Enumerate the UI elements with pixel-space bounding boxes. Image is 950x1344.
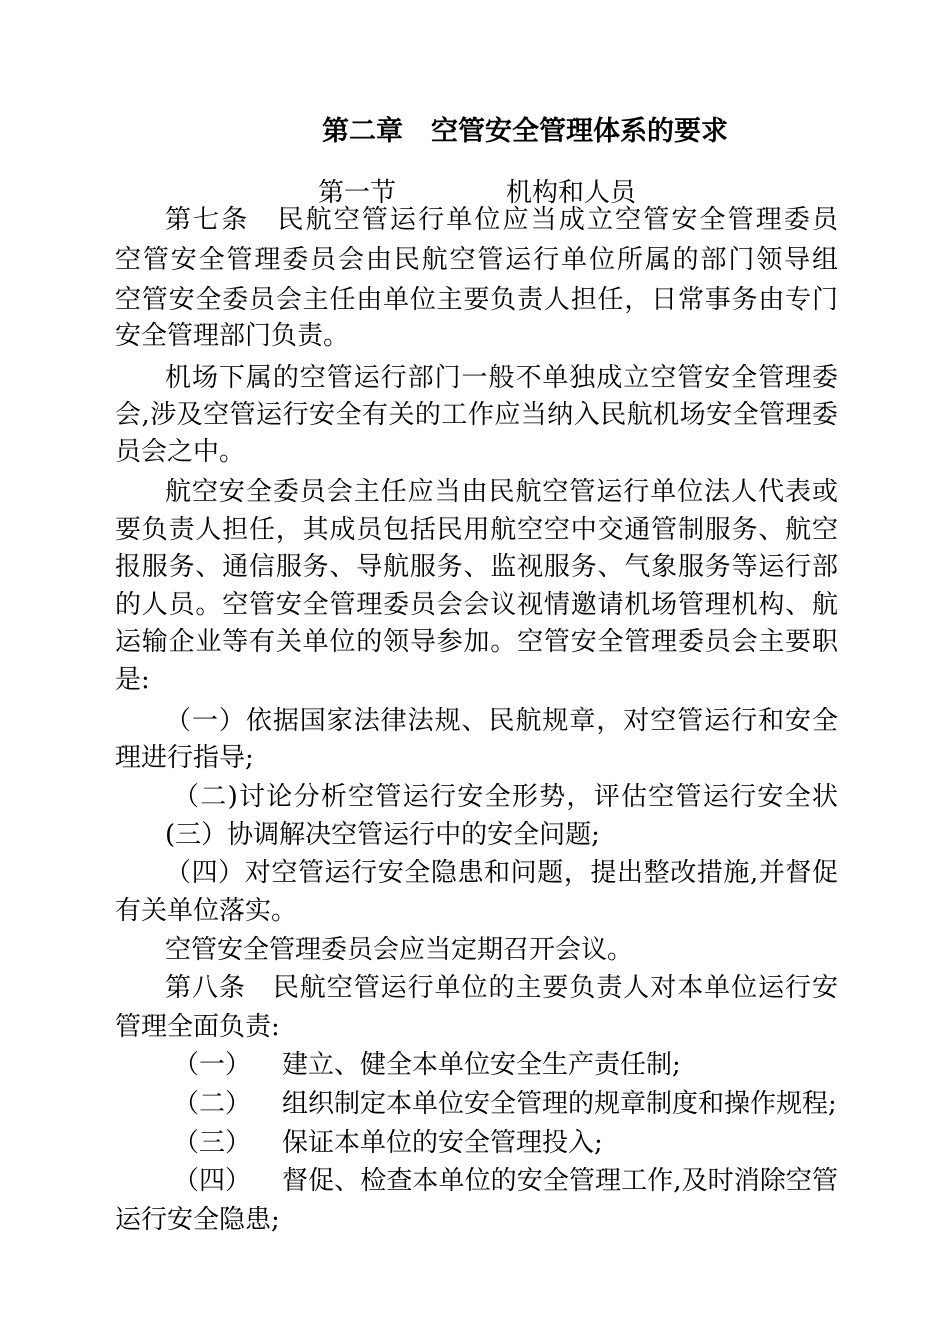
duty-text: 组织制定本单位安全管理的规章制度和操作规程;: [282, 1089, 837, 1119]
paragraph-line: 机场下属的空管运行部门一般不单独成立空管安全管理委: [165, 363, 838, 393]
paragraph-line: 运行安全隐患;: [115, 1205, 280, 1235]
paragraph-line: 报服务、通信服务、导航服务、监视服务、气象服务等运行部: [115, 552, 838, 582]
paragraph-line: 管理全面负责:: [115, 1012, 280, 1042]
paragraph-line: 航空安全委员会主任应当由民航空管运行单位法人代表或: [165, 477, 838, 507]
section-title: 机构和人员: [506, 178, 637, 208]
list-item-line: 理进行指导;: [115, 743, 254, 773]
paragraph-line: 员会之中。: [115, 437, 246, 467]
paragraph-line: 空管安全委员会主任由单位主要负责人担任，日常事务由专门: [115, 285, 838, 315]
duty-number: （三）: [173, 1128, 252, 1158]
section-heading: [318, 178, 636, 208]
paragraph-line: 的人员。空管安全管理委员会会议视情邀请机场管理机构、航: [115, 590, 838, 620]
chapter-heading: [322, 117, 728, 147]
list-item-line: (三）协调解决空管运行中的安全问题;: [165, 820, 600, 850]
duty-text: 保证本单位的安全管理投入;: [282, 1128, 603, 1158]
paragraph-line: 第七条 民航空管运行单位应当成立空管安全管理委员: [165, 205, 838, 235]
chapter-title: 空管安全管理体系的要求: [431, 116, 728, 147]
paragraph-line: 第八条 民航空管运行单位的主要负责人对本单位运行安: [165, 973, 838, 1003]
list-item-line: （一）依据国家法律法规、民航规章，对空管运行和安全: [165, 706, 838, 736]
duty-text: 督促、检查本单位的安全管理工作,及时消除空管: [282, 1166, 838, 1196]
paragraph-line: 安全管理部门负责。: [115, 321, 350, 351]
chapter-number: 第二章: [322, 116, 403, 147]
duty-number: （四）: [173, 1166, 252, 1196]
section-number: 第一节: [318, 178, 397, 208]
paragraph-line: 空管安全管理委员会由民航空管运行单位所属的部门领导组: [115, 245, 838, 275]
list-item-line: （二)讨论分析空管运行安全形势，评估空管运行安全状: [173, 782, 838, 812]
duty-number: （二）: [173, 1089, 252, 1119]
list-item-line: （四）对空管运行安全隐患和问题，提出整改措施,并督促: [165, 858, 838, 888]
paragraph-line: 要负责人担任，其成员包括民用航空空中交通管制服务、航空: [115, 515, 838, 545]
duty-text: 建立、健全本单位安全生产责任制;: [282, 1050, 681, 1080]
paragraph-line: 会,涉及空管运行安全有关的工作应当纳入民航机场安全管理委: [115, 400, 838, 430]
list-item-line: 有关单位落实。: [115, 896, 298, 926]
paragraph-line: 运输企业等有关单位的领导参加。空管安全管理委员会主要职: [115, 627, 838, 657]
paragraph-line: 空管安全管理委员会应当定期召开会议。: [165, 935, 634, 965]
paragraph-line: 是:: [115, 665, 150, 695]
duty-number: （一）: [173, 1050, 252, 1080]
